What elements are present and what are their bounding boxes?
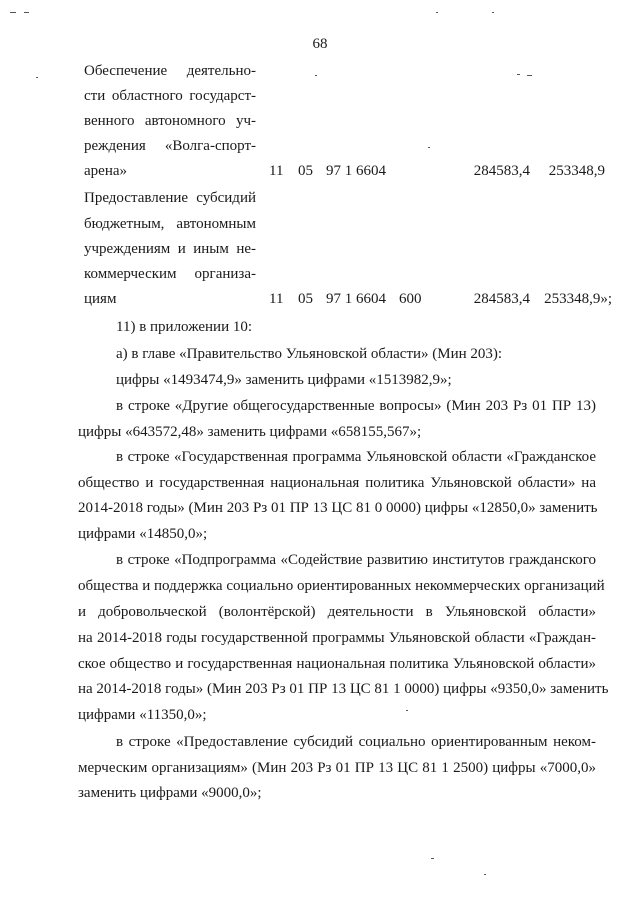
paragraph-line: на 2014-2018 годы государственной программы Ульяновской области «Граждан- — [78, 630, 596, 646]
paragraph-line: мерческим организациям» (Мин 203 Рз 01 ПР 13 ЦС 81 1 2500) цифры «7000,0» — [78, 760, 596, 776]
paragraph-line: и добровольческой (волонтёрской) деятельности в Ульяновской области» — [78, 604, 596, 620]
row-name-line: Предоставление субсидий — [84, 190, 256, 206]
paragraph-line: заменить цифрами «9000,0»; — [78, 785, 262, 801]
paragraph-line: на 2014-2018 годы» (Мин 203 Рз 01 ПР 13 ЦС 81 1 0000) цифры «9350,0» заменить — [78, 681, 609, 697]
paragraph-line: ское общество и государственная национальная политика Ульяновской области» — [78, 656, 596, 672]
sum2-cell: 253348,9 — [548, 163, 605, 179]
paragraph-line: 2014-2018 годы» (Мин 203 Рз 01 ПР 13 ЦС 81 0 0000) цифры «12850,0» заменить — [78, 500, 598, 516]
sum1-cell: 284583,4 — [473, 291, 530, 307]
scan-speck — [492, 12, 494, 13]
scan-speck — [436, 12, 438, 13]
paragraph-line: в строке «Государственная программа Ульяновской области «Гражданское — [116, 449, 596, 465]
row-name-line: бюджетным, автономным — [84, 216, 256, 232]
sum1-cell: 284583,4 — [473, 163, 530, 179]
row-name-line: венного автономного уч- — [84, 113, 256, 129]
paragraph-line: цифры «1493474,9» заменить цифрами «1513982,9»; — [116, 372, 452, 388]
row-name-line: реждения «Волга-спорт- — [84, 138, 256, 154]
pr-cell: 05 — [298, 291, 313, 307]
scan-speck — [431, 858, 434, 859]
paragraph-line: общество и государственная национальная политика Ульяновской области» на — [78, 475, 596, 491]
row-name-line: Обеспечение деятельно- — [84, 63, 256, 79]
rz-cell: 11 — [269, 163, 284, 179]
paragraph-line: цифры «643572,48» заменить цифрами «658155,567»; — [78, 424, 422, 440]
vr-cell: 600 — [399, 291, 422, 307]
scan-speck — [10, 12, 16, 13]
paragraph-line: в строке «Другие общегосударственные вопросы» (Мин 203 Рз 01 ПР 13) — [116, 398, 596, 414]
row-name-line: учреждениям и иным не- — [84, 241, 256, 257]
scan-speck — [517, 74, 520, 75]
paragraph-line: цифрами «14850,0»; — [78, 526, 208, 542]
scan-speck — [406, 710, 408, 711]
row-name-line: циям — [84, 291, 117, 307]
paragraph-line: 11) в приложении 10: — [116, 319, 253, 335]
scan-speck — [428, 147, 430, 148]
scan-speck — [24, 12, 29, 13]
scan-speck — [315, 75, 317, 76]
scan-speck — [484, 874, 486, 875]
sum2-cell: 253348,9»; — [544, 291, 612, 307]
pr-cell: 05 — [298, 163, 313, 179]
scan-speck — [527, 75, 532, 76]
paragraph-line: в строке «Предоставление субсидий социально ориентированным неком- — [116, 734, 596, 750]
paragraph-line: в строке «Подпрограмма «Содействие развитию институтов гражданского — [116, 552, 596, 568]
paragraph-line: цифрами «11350,0»; — [78, 707, 207, 723]
scan-speck — [36, 77, 38, 78]
page-number: 68 — [312, 36, 328, 52]
row-name-line: сти областного государст- — [84, 88, 256, 104]
csr-cell: 97 1 6604 — [326, 291, 386, 307]
paragraph-line: общества и поддержка социально ориентированных некоммерческих организаций — [78, 578, 605, 594]
csr-cell: 97 1 6604 — [326, 163, 386, 179]
row-name-line: арена» — [84, 163, 128, 179]
row-name-line: коммерческим организа- — [84, 266, 256, 282]
rz-cell: 11 — [269, 291, 284, 307]
paragraph-line: а) в главе «Правительство Ульяновской области» (Мин 203): — [116, 346, 503, 362]
